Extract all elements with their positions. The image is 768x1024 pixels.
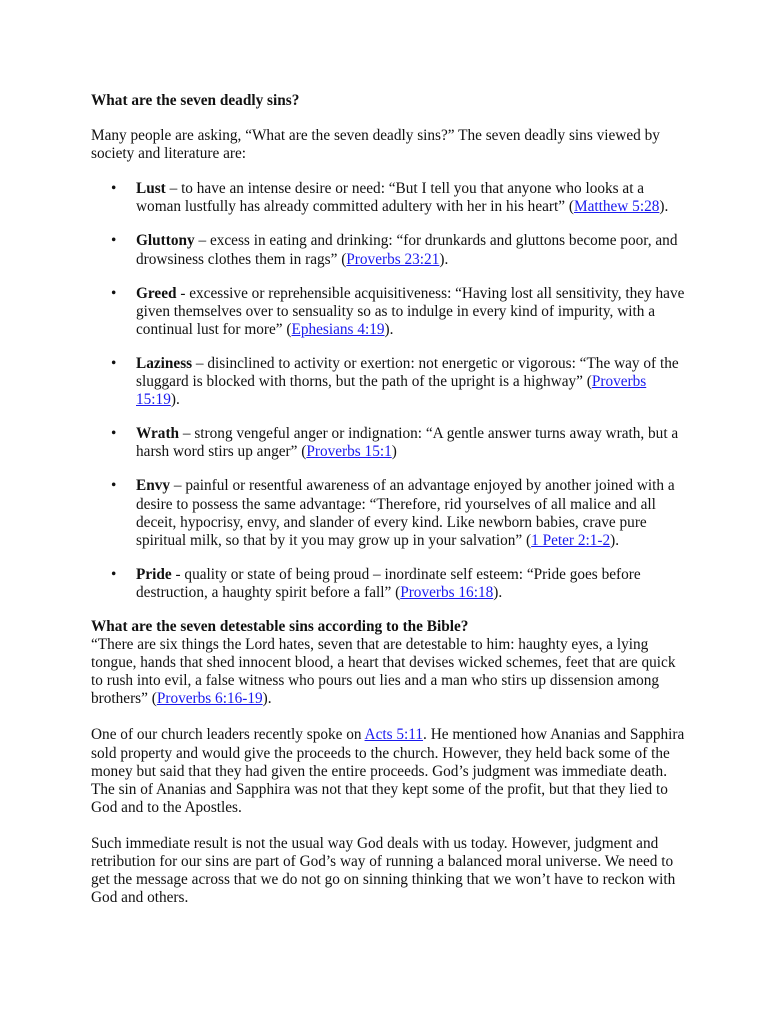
scripture-link[interactable]: Proverbs 23:21 <box>346 250 440 268</box>
sin-term: Wrath <box>136 425 180 443</box>
list-item-pride: • Pride - quality or state of being proud – inordinate self esteem: “Pride goes before destruction, a haughty spirit before a fall” (Proverbs 16:18). <box>111 565 641 601</box>
bullet-icon: • <box>111 565 117 583</box>
list-item-laziness: • Laziness – disinclined to activity or exertion: not energetic or vigorous: “The way of the sluggard is blocked with thorns, but the path of the upright is a highway” (Proverbs 15:19). <box>111 354 679 409</box>
document-page <box>91 92 691 907</box>
scripture-link[interactable]: Proverbs 16:18 <box>400 583 494 601</box>
scripture-link[interactable]: Proverbs 15:19 <box>136 373 647 409</box>
sin-term: Greed <box>136 284 177 302</box>
page-title: What are the seven deadly sins? <box>91 92 300 109</box>
scripture-link[interactable]: Matthew 5:28 <box>573 198 660 216</box>
sin-term: Pride <box>136 565 172 583</box>
list-item-wrath: • Wrath – strong vengeful anger or indignation: “A gentle answer turns away wrath, but a harsh word stirs up anger” (Proverbs 15:1) <box>111 425 679 461</box>
scripture-link[interactable]: Proverbs 6:16-19 <box>156 690 263 708</box>
scripture-link[interactable]: Ephesians 4:19 <box>291 320 385 338</box>
sin-description: – disinclined to activity or exertion: not energetic or vigorous: “The way of the sluggard is blocked with thorns, but the path of the upright is a highway” ( <box>136 354 679 391</box>
sin-term: Gluttony <box>136 232 195 250</box>
list-item-envy: • Envy – painful or resentful awareness of an advantage enjoyed by another joined with a desire to possess the same advantage: “Therefore, rid yourselves of all malice and all deceit, hypocrisy, envy, and slander of every kind. Like newborn babies, crave pure spiritual milk, so that by it you may grow up in your salvation” (1 Peter 2:1-2). <box>111 477 675 549</box>
bullet-icon: • <box>111 354 117 372</box>
section-heading: What are the seven detestable sins according to the Bible? <box>91 617 469 635</box>
bullet-icon: • <box>111 232 117 250</box>
sin-term: Envy <box>136 477 171 495</box>
bullet-icon: • <box>111 425 117 443</box>
closing-paragraph: Such immediate result is not the usual way God deals with us today. However, judgment and retribution for our sins are part of God’s way of running a balanced moral universe. We need to get the message across that we do not go on sinning thinking that we won’t have to reckon with God and others. <box>91 834 676 907</box>
bullet-icon: • <box>111 180 117 198</box>
church-leaders-paragraph: One of our church leaders recently spoke on Acts 5:11. He mentioned how Ananias and Sapphira sold property and would give the proceeds to the church. However, they held back some of the money but said that they had given the entire proceeds. God’s judgment was immediate death. The sin of Ananias and Sapphira was not that they kept some of the profit, but that they lied to God and to the Apostles. <box>91 726 685 816</box>
seven-deadly-sins-list <box>91 180 691 602</box>
intro-paragraph: Many people are asking, “What are the seven deadly sins?” The seven deadly sins viewed by society and literature are: <box>91 127 660 163</box>
sin-description: – strong vengeful anger or indignation: “A gentle answer turns away wrath, but a harsh word stirs up anger” ( <box>136 425 679 461</box>
list-item-greed: • Greed - excessive or reprehensible acquisitiveness: “Having lost all sensitivity, they have given themselves over to sensuality so as to indulge in every kind of impurity, with a continual lust for more” (Ephesians 4:19). <box>111 284 685 338</box>
sin-description: – excess in eating and drinking: “for drunkards and gluttons become poor, and drowsiness clothes them in rags” ( <box>136 232 678 268</box>
sin-description: - quality or state of being proud – inordinate self esteem: “Pride goes before destruction, a haughty spirit before a fall” ( <box>136 565 641 601</box>
sin-term: Lust <box>136 180 166 198</box>
scripture-link[interactable]: Acts 5:11 <box>364 726 424 744</box>
sin-description: – painful or resentful awareness of an advantage enjoyed by another joined with a desire to possess the same advantage: “Therefore, rid yourselves of all malice and all deceit, hypocrisy, envy, and slander of every kind. Like newborn babies, crave pure spiritual milk, so that by it you may grow up in your salvation” ( <box>136 477 675 549</box>
list-item-gluttony: • Gluttony – excess in eating and drinking: “for drunkards and gluttons become poor, and drowsiness clothes them in rags” (Proverbs 23:21). <box>111 232 678 268</box>
bullet-icon: • <box>111 477 117 495</box>
list-item-lust: • Lust – to have an intense desire or need: “But I tell you that anyone who looks at a woman lustfully has already committed adultery with her in his heart” (Matthew 5:28). <box>111 180 669 216</box>
sin-term: Laziness <box>136 354 193 372</box>
scripture-link[interactable]: Proverbs 15:1 <box>306 443 392 461</box>
bullet-icon: • <box>111 284 117 302</box>
detestable-paragraph: “There are six things the Lord hates, seven that are detestable to him: haughty eyes, a lying tongue, hands that shed innocent blood, a heart that devises wicked schemes, feet that are quick to rush into evil, a false witness who pours out lies and a man who stirs up dissension among brothers” (Proverbs 6:16-19). <box>91 636 676 708</box>
sin-description: - excessive or reprehensible acquisitiveness: “Having lost all sensitivity, they have given themselves over to sensuality so as to indulge in every kind of impurity, with a continual lust for more” ( <box>136 284 685 338</box>
sin-description: – to have an intense desire or need: “But I tell you that anyone who looks at a woman lustfully has already committed adultery with her in his heart” ( <box>136 180 645 216</box>
scripture-link[interactable]: 1 Peter 2:1-2 <box>531 531 611 549</box>
